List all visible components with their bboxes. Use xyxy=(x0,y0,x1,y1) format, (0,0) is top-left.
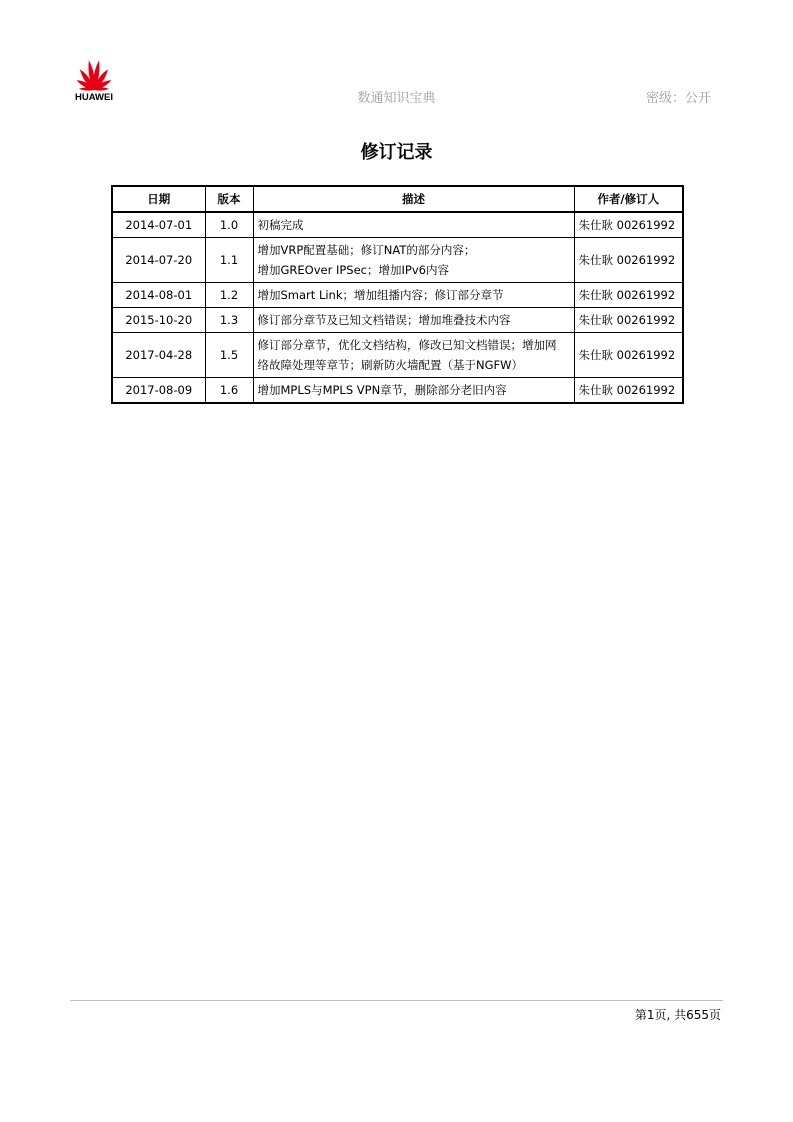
cell-description xyxy=(253,333,574,378)
logo-text: HUAWEI xyxy=(75,92,113,103)
cell-date: 2017-04-28 xyxy=(112,333,205,378)
cell-version: 1.5 xyxy=(205,333,253,378)
cell-date: 2014-07-01 xyxy=(112,212,205,238)
page-number: 第1页, 共655页 xyxy=(634,1008,721,1022)
table-row xyxy=(112,308,683,333)
footer-divider xyxy=(70,1000,723,1001)
cell-description xyxy=(253,283,574,308)
table-row xyxy=(112,378,683,404)
page-title: 修订记录 xyxy=(360,142,433,163)
table-header-row xyxy=(112,186,683,212)
cell-version: 1.1 xyxy=(205,238,253,283)
description-line: 增加GREOver IPSec；增加IPv6内容 xyxy=(257,263,449,277)
document-series-title: 数通知识宝典 xyxy=(357,91,436,106)
cell-date: 2017-08-09 xyxy=(112,378,205,404)
description-line: 修订部分章节，优化文档结构，修改已知文档错误；增加网 xyxy=(257,338,557,352)
description-line: 初稿完成 xyxy=(257,218,304,232)
column-header-author: 作者/修订人 xyxy=(574,186,683,212)
cell-date: 2014-08-01 xyxy=(112,283,205,308)
column-header-description: 描述 xyxy=(253,186,574,212)
cell-description xyxy=(253,238,574,283)
table-row xyxy=(112,283,683,308)
cell-version: 1.3 xyxy=(205,308,253,333)
table-row xyxy=(112,238,683,283)
cell-version: 1.0 xyxy=(205,212,253,238)
classification-label: 密级：公开 xyxy=(645,91,711,106)
description-line: 增加MPLS与MPLS VPN章节，删除部分老旧内容 xyxy=(257,383,507,397)
column-header-version: 版本 xyxy=(205,186,253,212)
cell-description xyxy=(253,378,574,404)
table-row xyxy=(112,333,683,378)
cell-author: 朱仕耿 00261992 xyxy=(574,308,683,333)
description-line: 增加VRP配置基础；修订NAT的部分内容； xyxy=(257,243,476,257)
cell-date: 2014-07-20 xyxy=(112,238,205,283)
cell-date: 2015-10-20 xyxy=(112,308,205,333)
cell-author: 朱仕耿 00261992 xyxy=(574,283,683,308)
cell-description xyxy=(253,212,574,238)
cell-author: 朱仕耿 00261992 xyxy=(574,333,683,378)
cell-author: 朱仕耿 00261992 xyxy=(574,212,683,238)
cell-description xyxy=(253,308,574,333)
column-header-date: 日期 xyxy=(112,186,205,212)
description-line: 修订部分章节及已知文档错误；增加堆叠技术内容 xyxy=(257,313,511,327)
cell-version: 1.2 xyxy=(205,283,253,308)
cell-author: 朱仕耿 00261992 xyxy=(574,378,683,404)
description-line: 增加Smart Link；增加组播内容；修订部分章节 xyxy=(257,288,504,302)
table-row xyxy=(112,212,683,238)
description-line: 络故障处理等章节；刷新防火墙配置（基于NGFW） xyxy=(257,358,523,372)
cell-version: 1.6 xyxy=(205,378,253,404)
cell-author: 朱仕耿 00261992 xyxy=(574,238,683,283)
revision-table xyxy=(111,185,684,404)
